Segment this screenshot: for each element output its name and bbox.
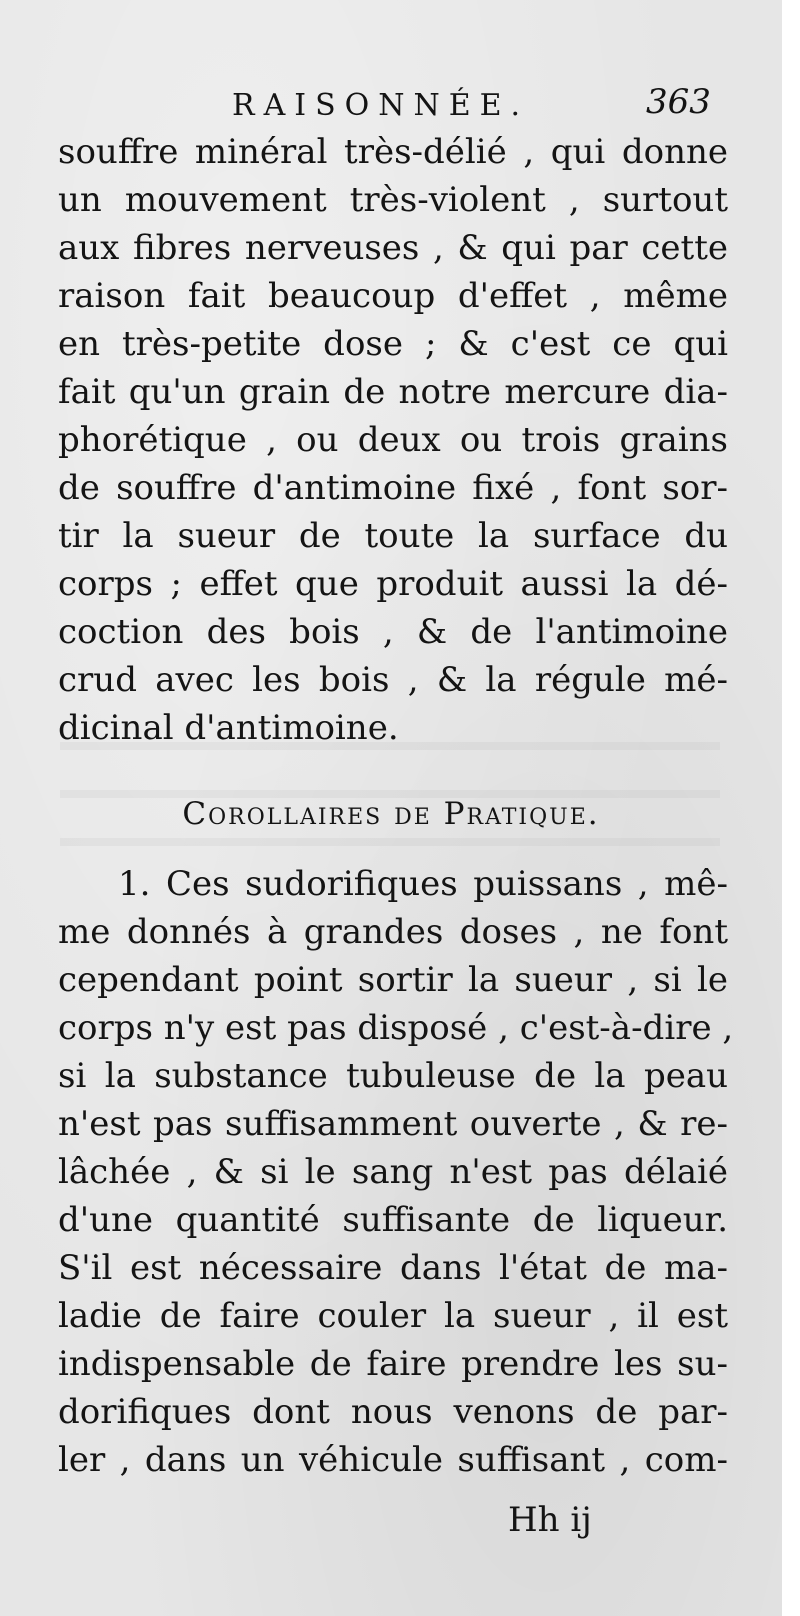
- text-line: souffre minéral très-délié , qui donne: [58, 132, 728, 172]
- text-line: un mouvement très-violent , surtout: [58, 180, 728, 220]
- paragraph-2: [58, 860, 734, 1484]
- text-line: ladie de faire couler la sueur , il est: [58, 1296, 728, 1336]
- text-line: de souffre d'antimoine fixé , font sor-: [58, 468, 728, 508]
- text-line: aux fibres nerveuses , & qui par cette: [58, 228, 728, 268]
- section-heading: Corollaires de Pratique.: [182, 796, 600, 832]
- page-margin: [782, 0, 800, 1616]
- text-line: dicinal d'antimoine.: [58, 708, 399, 748]
- paragraph-1: [58, 128, 728, 752]
- page-number: 363: [646, 82, 711, 122]
- text-line: n'est pas suffisamment ouverte , & re-: [58, 1104, 728, 1144]
- text-line: S'il est nécessaire dans l'état de ma-: [58, 1248, 728, 1288]
- page-header: [0, 78, 782, 122]
- text-line: si la substance tubuleuse de la peau: [58, 1056, 728, 1096]
- text-line: crud avec les bois , & la régule mé-: [58, 660, 728, 700]
- text-line: coction des bois , & de l'antimoine: [58, 612, 728, 652]
- text-line: en très-petite dose ; & c'est ce qui: [58, 324, 728, 364]
- text-line: fait qu'un grain de notre mercure dia-: [58, 372, 728, 412]
- show-through-shadow: [60, 838, 720, 846]
- text-line: d'une quantité suffisante de liqueur.: [58, 1200, 728, 1240]
- text-line: cependant point sortir la sueur , si le: [58, 960, 728, 1000]
- text-line: me donnés à grandes doses , ne font: [58, 912, 728, 952]
- text-line: lâchée , & si le sang n'est pas délaié: [58, 1152, 728, 1192]
- text-line: 1. Ces sudorifiques puissans , mê-: [118, 864, 728, 904]
- text-line: ler , dans un véhicule suffisant , com-: [58, 1440, 728, 1480]
- text-line: indispensable de faire prendre les su-: [58, 1344, 728, 1384]
- running-title: RAISONNÉE.: [232, 88, 530, 123]
- text-line: phorétique , ou deux ou trois grains: [58, 420, 728, 460]
- text-line: dorifiques dont nous venons de par-: [58, 1392, 728, 1432]
- text-line: corps ; effet que produit aussi la dé-: [58, 564, 728, 604]
- text-line: tir la sueur de toute la surface du: [58, 516, 728, 556]
- text-line: raison fait beaucoup d'effet , même: [58, 276, 728, 316]
- text-line: corps n'y est pas disposé , c'est-à-dire ,: [58, 1008, 734, 1048]
- signature-mark: Hh ij: [508, 1500, 592, 1540]
